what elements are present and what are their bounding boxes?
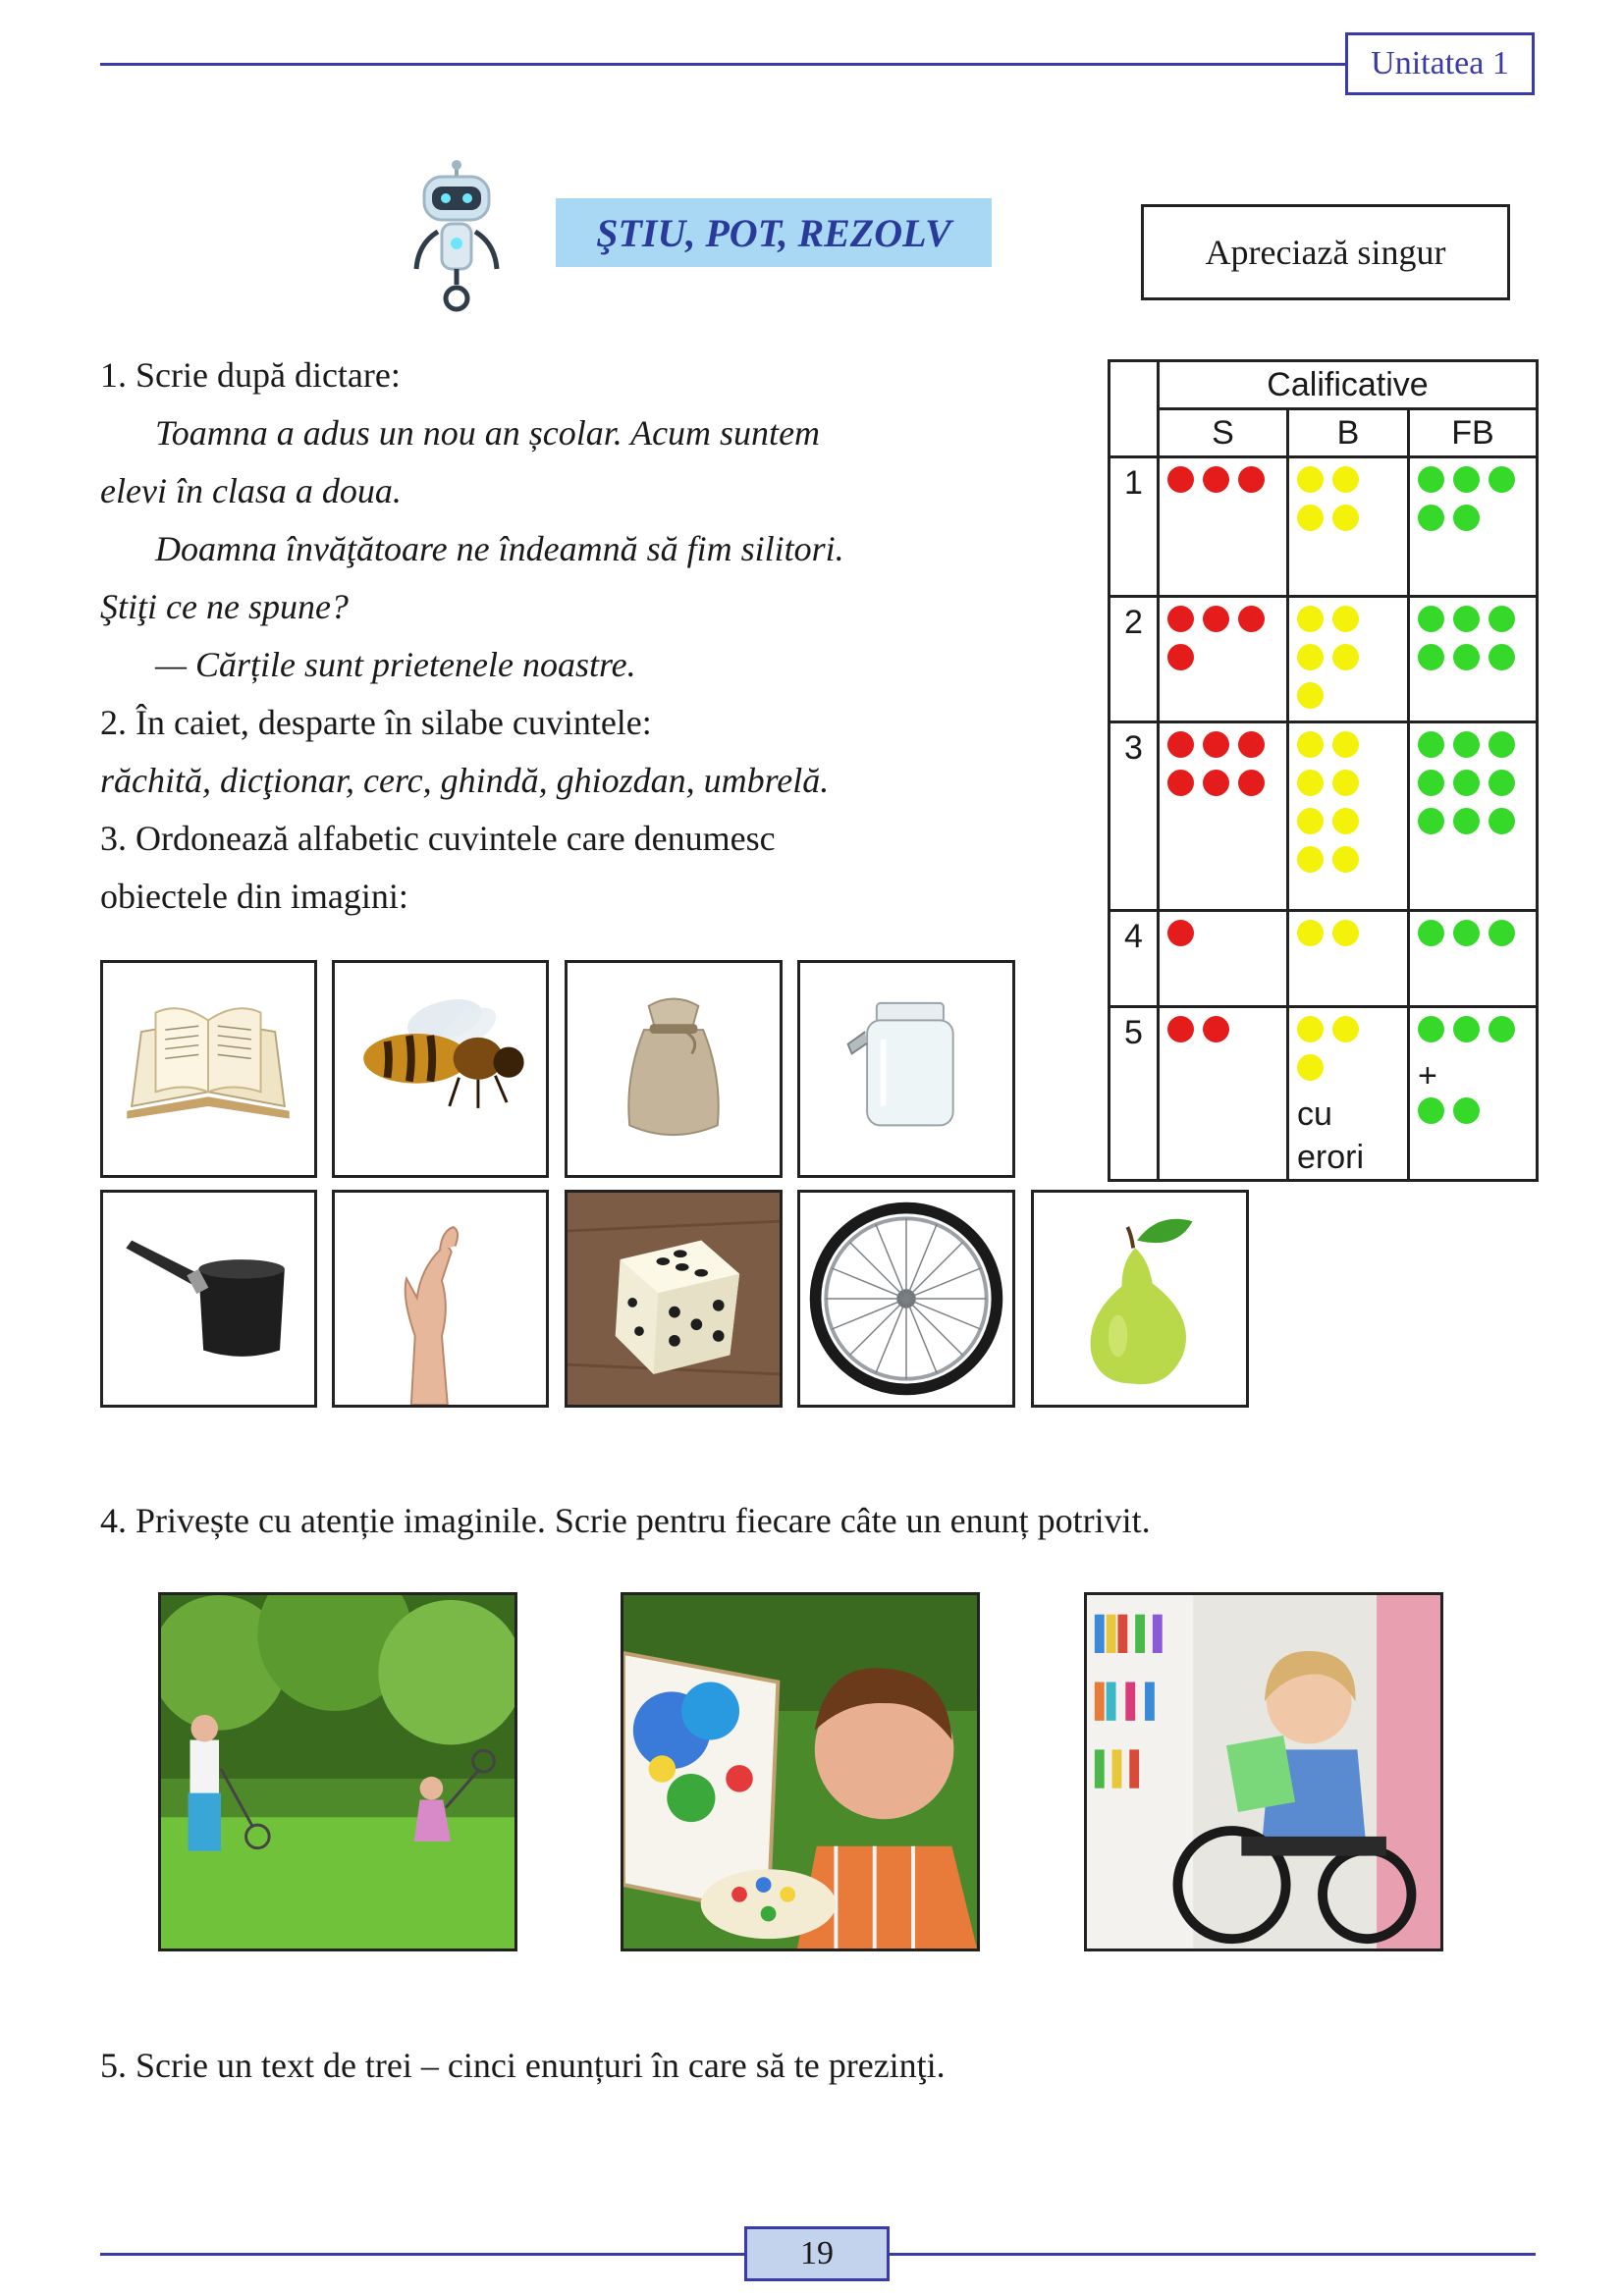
rating-dot <box>1297 846 1324 873</box>
exercise-3-label: 3. Ordonează alfabetic cuvintele care denumesc <box>100 819 776 858</box>
rating-dot <box>1332 644 1359 670</box>
rating-dot <box>1453 466 1480 493</box>
exercise-number: 1 <box>1110 457 1159 597</box>
rating-dot <box>1297 466 1324 493</box>
dots-cell-fb <box>1409 1007 1538 1181</box>
dots-cell-s <box>1159 597 1288 722</box>
rating-dot <box>1489 606 1515 632</box>
rating-dot <box>1418 731 1444 758</box>
dictation-line: elevi în clasa a doua. <box>100 471 402 510</box>
bee-image <box>332 960 549 1178</box>
rating-dot <box>1332 505 1359 531</box>
dots-cell-b <box>1288 457 1409 597</box>
rating-dot <box>1203 606 1229 632</box>
rating-dot <box>1297 1054 1324 1081</box>
section-title: ŞTIU, POT, REZOLV <box>556 198 992 267</box>
rating-dot <box>1332 920 1359 946</box>
dots-cell-fb <box>1409 457 1538 597</box>
rating-dot <box>1167 644 1194 670</box>
pear-image <box>1031 1190 1249 1408</box>
rating-dot <box>1453 606 1480 632</box>
exercise-number: 2 <box>1110 597 1159 722</box>
jar-image <box>797 960 1015 1178</box>
rating-dot <box>1418 808 1444 834</box>
corner-cell <box>1110 361 1159 409</box>
rating-dot <box>1332 808 1359 834</box>
calificative-row <box>1110 722 1538 911</box>
calificative-row <box>1110 597 1538 722</box>
exercise-2-words: răchită, dicţionar, cerc, ghindă, ghiozdan, umbrelă. <box>100 761 830 800</box>
dots-cell-s <box>1159 1007 1288 1181</box>
cell-note: cu erori <box>1297 1095 1365 1176</box>
pot-image <box>100 1190 317 1408</box>
rating-dot <box>1489 644 1515 670</box>
dots-cell-s <box>1159 722 1288 911</box>
rating-dot <box>1203 731 1229 758</box>
rating-dot <box>1489 1016 1515 1042</box>
book-image <box>100 960 317 1178</box>
rating-dot <box>1418 920 1444 946</box>
rating-dot <box>1418 466 1444 493</box>
robot-icon <box>403 159 511 316</box>
rating-dot <box>1453 1097 1480 1124</box>
column-header-fb: FB <box>1409 409 1538 457</box>
rating-dot <box>1238 466 1265 493</box>
header-rule <box>100 63 1345 66</box>
exercise-1-label: 1. Scrie după dictare: <box>100 355 401 395</box>
calificative-row <box>1110 1007 1538 1181</box>
dictation-line: — Cărțile sunt prietenele noastre. <box>155 645 636 684</box>
rating-dot <box>1418 644 1444 670</box>
rating-dot <box>1297 920 1324 946</box>
rating-dot <box>1332 1016 1359 1042</box>
rating-dot <box>1418 1016 1444 1042</box>
exercise-number: 4 <box>1110 911 1159 1007</box>
page-number: 19 <box>744 2226 890 2281</box>
unit-label: Unitatea 1 <box>1345 32 1535 95</box>
rating-dot <box>1203 770 1229 796</box>
dice-image <box>565 1190 783 1408</box>
rating-dot <box>1453 731 1480 758</box>
exercise-3-label: obiectele din imagini: <box>100 877 408 916</box>
rating-dot <box>1297 505 1324 531</box>
exercise-4-label: 4. Privește cu atenție imaginile. Scrie pentru fiecare câte un enunț potrivit. <box>100 1501 1151 1540</box>
cell-note: + <box>1418 1057 1437 1095</box>
rating-dot <box>1418 1097 1444 1124</box>
rating-dot <box>1297 770 1324 796</box>
rating-dot <box>1297 606 1324 632</box>
rating-dot <box>1167 466 1194 493</box>
footer-rule-left <box>100 2253 744 2256</box>
dots-cell-s <box>1159 911 1288 1007</box>
exercise-number: 3 <box>1110 722 1159 911</box>
dots-cell-fb <box>1409 911 1538 1007</box>
rating-dot <box>1453 644 1480 670</box>
rating-dot <box>1203 1016 1229 1042</box>
calificative-row <box>1110 911 1538 1007</box>
rating-dot <box>1167 606 1194 632</box>
rating-dot <box>1489 466 1515 493</box>
boy-painting-photo <box>621 1592 980 1951</box>
rating-dot <box>1332 731 1359 758</box>
rating-dot <box>1332 606 1359 632</box>
rating-dot <box>1203 466 1229 493</box>
rating-dot <box>1418 505 1444 531</box>
rating-dot <box>1238 731 1265 758</box>
rating-dot <box>1297 682 1324 709</box>
rating-dot <box>1489 731 1515 758</box>
rating-dot <box>1332 770 1359 796</box>
dictation-line: Ştiţi ce ne spune? <box>100 587 349 626</box>
rating-dot <box>1297 731 1324 758</box>
hand-image <box>332 1190 549 1408</box>
dots-cell-b <box>1288 722 1409 911</box>
dots-cell-b <box>1288 911 1409 1007</box>
rating-dot <box>1453 505 1480 531</box>
calificative-table <box>1108 359 1539 1182</box>
girl-reading-photo <box>1084 1592 1443 1951</box>
rating-dot <box>1297 644 1324 670</box>
rating-dot <box>1489 920 1515 946</box>
rating-dot <box>1418 606 1444 632</box>
rating-dot <box>1332 846 1359 873</box>
rating-dot <box>1489 770 1515 796</box>
exercise-number: 5 <box>1110 1007 1159 1181</box>
corner-cell <box>1110 409 1159 457</box>
exercise-2-label: 2. În caiet, desparte în silabe cuvintele: <box>100 703 652 742</box>
rating-dot <box>1167 920 1194 946</box>
sack-image <box>565 960 783 1178</box>
rating-dot <box>1489 808 1515 834</box>
dots-cell-s <box>1159 457 1288 597</box>
dots-cell-b <box>1288 1007 1409 1181</box>
rating-dot <box>1238 606 1265 632</box>
dictation-line: Doamna învăţătoare ne îndeamnă să fim silitori. <box>155 529 844 568</box>
rating-dot <box>1297 808 1324 834</box>
rating-dot <box>1453 770 1480 796</box>
calificative-row <box>1110 457 1538 597</box>
badminton-photo <box>158 1592 517 1951</box>
rating-dot <box>1297 1016 1324 1042</box>
rating-dot <box>1453 808 1480 834</box>
column-header-s: S <box>1159 409 1288 457</box>
rating-dot <box>1238 770 1265 796</box>
rating-dot <box>1453 1016 1480 1042</box>
rating-dot <box>1167 1016 1194 1042</box>
self-assess-label: Apreciază singur <box>1141 204 1510 300</box>
rating-dot <box>1418 770 1444 796</box>
dictation-line: Toamna a adus un nou an școlar. Acum suntem <box>155 413 821 453</box>
wheel-image <box>797 1190 1015 1408</box>
dots-cell-b <box>1288 597 1409 722</box>
calificative-title: Calificative <box>1159 361 1538 409</box>
exercise-5-label: 5. Scrie un text de trei – cinci enunțuri în care să te prezinţi. <box>100 2046 946 2085</box>
dots-cell-fb <box>1409 597 1538 722</box>
column-header-b: B <box>1288 409 1409 457</box>
dots-cell-fb <box>1409 722 1538 911</box>
rating-dot <box>1167 731 1194 758</box>
rating-dot <box>1332 466 1359 493</box>
rating-dot <box>1453 920 1480 946</box>
rating-dot <box>1167 770 1194 796</box>
footer-rule-right <box>890 2253 1536 2256</box>
